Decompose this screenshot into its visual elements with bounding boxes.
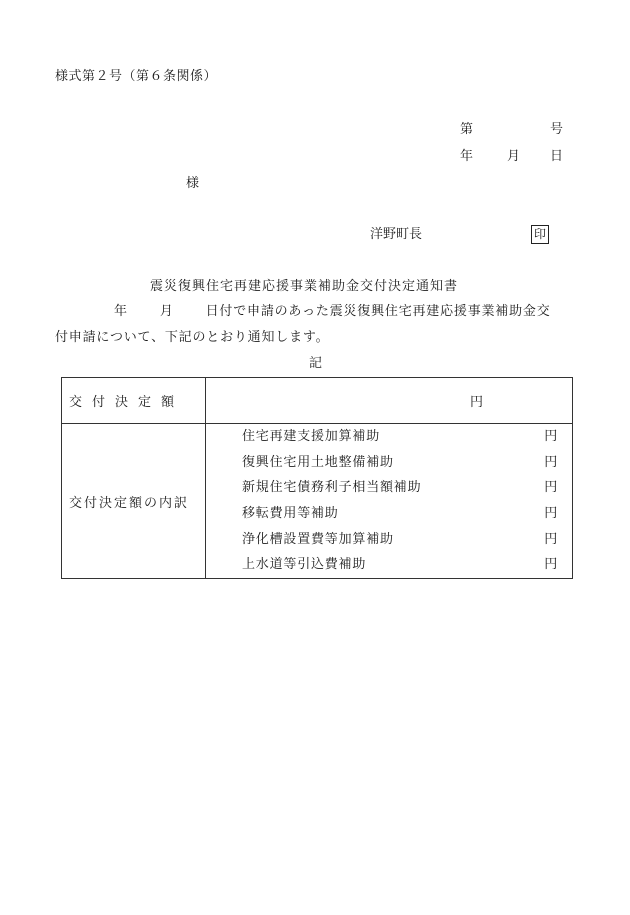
breakdown-item-name: 新規住宅債務利子相当額補助 (242, 480, 422, 496)
date-year: 年 (460, 149, 474, 164)
breakdown-item-unit: 円 (544, 429, 558, 445)
breakdown-label: 交付決定額の内訳 (62, 424, 206, 579)
grant-amount-table (61, 377, 573, 579)
number-suffix: 号 (550, 122, 564, 137)
list-item (206, 527, 572, 553)
document-title: 震災復興住宅再建応援事業補助金交付決定通知書 (150, 279, 459, 294)
list-item (206, 552, 572, 578)
body-month: 月 (159, 304, 174, 319)
number-prefix: 第 (460, 122, 474, 137)
breakdown-item-name: 浄化槽設置費等加算補助 (242, 531, 394, 547)
breakdown-item-unit: 円 (544, 506, 558, 521)
breakdown-item-unit: 円 (544, 454, 558, 470)
breakdown-item-unit: 円 (544, 557, 558, 573)
breakdown-list (206, 424, 573, 579)
grant-amount-value: 円 (206, 378, 573, 424)
table-row (62, 378, 573, 424)
date-month: 月 (507, 149, 521, 164)
form-number: 様式第２号（第６条関係） (55, 69, 218, 84)
breakdown-item-name: 復興住宅用土地整備補助 (242, 454, 394, 470)
ki-heading: 記 (309, 356, 323, 371)
breakdown-item-name: 移転費用等補助 (242, 506, 339, 521)
addressee-suffix: 様 (186, 176, 200, 191)
body-line-2: 付申請について、下記のとおり通知します。 (55, 330, 330, 345)
breakdown-item-name: 上水道等引込費補助 (242, 557, 367, 573)
breakdown-item-unit: 円 (544, 531, 558, 547)
table-row (62, 424, 573, 579)
breakdown-item-unit: 円 (544, 480, 558, 496)
seal-mark: 印 (531, 225, 549, 244)
body-line-1-rest: 日付で申請のあった震災復興住宅再建応援事業補助金交 (205, 304, 551, 319)
body-line-1 (114, 305, 551, 318)
grant-amount-label: 交付決定額 (62, 378, 206, 424)
issuer-name: 洋野町長 (370, 227, 423, 242)
body-year: 年 (114, 304, 128, 319)
list-item (206, 475, 572, 501)
breakdown-item-name: 住宅再建支援加算補助 (242, 429, 381, 445)
list-item (206, 424, 572, 450)
date-day: 日 (550, 149, 564, 164)
list-item (206, 501, 572, 527)
list-item (206, 450, 572, 476)
